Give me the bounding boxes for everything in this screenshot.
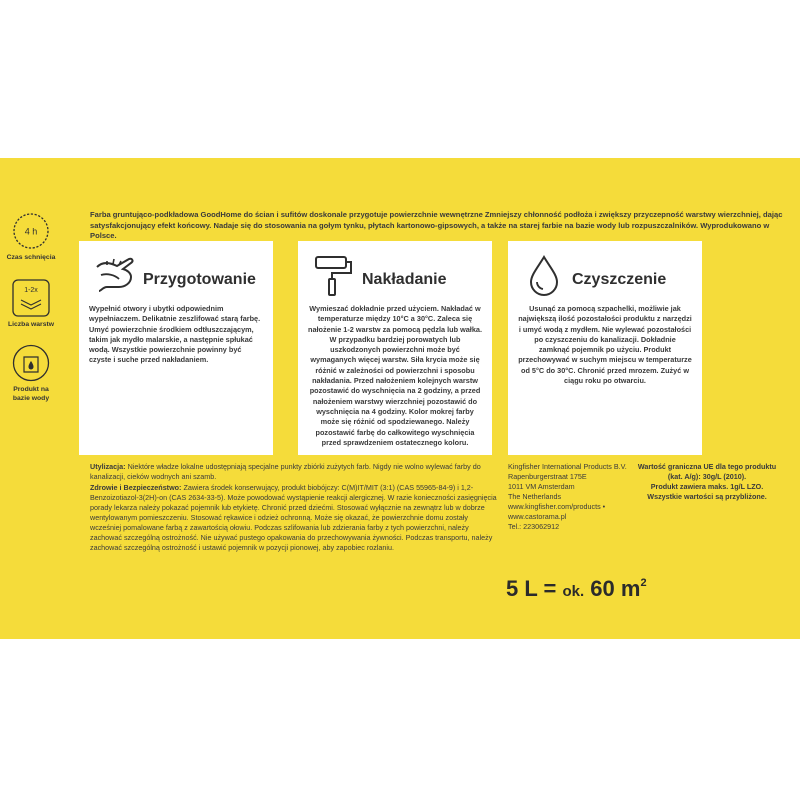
panel-preparation xyxy=(79,241,273,455)
panel-cleaning-text: Usunąć za pomocą szpachelki, możliwie jak największą ilość pozostałości produktu z narzędzi i umyć wodą z mydłem. Nie wylewać pozostałości po czyszczeniu do kanalizacji. Dokładnie zamknąć pojemnik po użyciu. Produkt przechowywać w suchym miejscu w temperaturze od 5°C do 30°C. Chronić przed mrozem. Zużyć w ciągu roku po otwarciu. xyxy=(518,304,692,386)
address-line: The Netherlands xyxy=(508,492,562,501)
panel-cleaning xyxy=(508,241,702,455)
water-drop-icon xyxy=(522,253,566,302)
address-line: 1011 VM Amsterdam xyxy=(508,482,575,491)
address-line: Tel.: 223062912 xyxy=(508,522,560,531)
voc-line: Produkt zawiera maks. 1g/L LZO. xyxy=(650,482,764,491)
area-exponent: 2 xyxy=(640,577,647,589)
disposal-text: Niektóre władze lokalne udostępniają specjalne punkty zbiórki zużytych farb. Nigdy nie wolno wylewać farby do kanalizacji, cieków wodnych ani szamb. xyxy=(90,462,481,481)
voc-line: (kat. A/g): 30g/L (2010). xyxy=(667,472,747,481)
voc-line: Wartość graniczna UE dla tego produktu xyxy=(637,462,777,471)
layers-icon xyxy=(12,279,50,317)
safety-info xyxy=(90,483,500,553)
approx: ok. xyxy=(562,583,585,600)
disposal-label: Utylizacja: xyxy=(90,462,126,471)
product-description: Farba gruntująco-podkładowa GoodHome do ścian i sufitów doskonale przygotuje powierzchnie wewnętrzne Zmniejszy chłonność podłoża i zwiększy przyczepność warstwy wierzchniej, dając satysfakcjonujący efekt końcowy. Nadaje się do stosowania na gołym tynku, płytach kartonowo-gipsowych, a także na starej farbie na bazie wody lub rozpuszczalników. Wyprodukowano w Polsce. xyxy=(90,210,783,240)
voc-info xyxy=(620,462,794,502)
panel-cleaning-title: Czyszczenie xyxy=(572,271,667,288)
coats-label: Liczba warstw xyxy=(7,321,55,328)
safety-text: Zawiera środek konserwujący, produkt biobójczy: C(M)IT/MIT (3:1) (CAS 55965-84-9) i 1,2-Benzoizotiazol-3(2H)-on (CAS 2634-33-5). Może powodować wystąpienie reakcji alergicznej. W razie konieczności zasięgnięcia porady lekarza należy pokazać pojemnik lub etykietę. Chronić przed dziećmi. Stosować wyłącznie na zewnątrz lub w dobrze wentylowanym pomieszczeniu. Stosować rękawice i odzież ochronną. Może się okazać, że powierzchnie domu zostały wcześniej pomalowane farbą z zawartością ołowiu. Podczas szlifowania lub zdzierania farby z tych powierzchni, należy zachować szczególną ostrożność. Nie używać pustego opakowania do przechowywania żywności. Podczas transportu, należy zachować szczególną ostrożność i ustawić pojemnik w pozycji pionowej, aby zapobiec rozlaniu. xyxy=(90,483,497,552)
clock-icon xyxy=(12,212,50,250)
panel-preparation-text: Wypełnić otwory i ubytki odpowiednim wypełniaczem. Delikatnie zeszlifować starą farbę. Umyć powierzchnie środkiem odtłuszczającym, takim jak mydło malarskie, a następnie spłukać wodą. Wszystkie powierzchnie powinny być czyste i suche przed nakładaniem. xyxy=(89,304,261,365)
paint-roller-icon xyxy=(312,253,356,302)
address-line: www.kingfisher.com/products • xyxy=(508,502,606,511)
coats-value: 1-2x xyxy=(24,287,38,294)
panel-preparation-title: Przygotowanie xyxy=(143,271,256,288)
coverage-area: 60 m xyxy=(590,576,641,601)
address-line: Rapenburgerstraat 175E xyxy=(508,472,587,481)
drying-time-value: 4 h xyxy=(24,226,38,237)
safety-label: Zdrowie i Bezpieczeństwo: xyxy=(90,483,182,492)
drying-time-label: Czas schnięcia xyxy=(6,254,56,261)
panel-application-text: Wymieszać dokładnie przed użyciem. Nakładać w temperaturze między 10°C a 30°C. Zaleca się nałożenie 1-2 warstw za pomocą pędzla lub wałka. W przypadku bardziej porowatych lub uszkodzonych powierzchni może być wymaganych więcej warstw. Siła krycia może się różnić w zależności od powierzchni i sposobu nakładania. Przed nałożeniem kolejnych warstw pozostawić do wyschnięcia na 2 godziny, a przed nałożeniem warstwy wierzchniej pozostawić do wyschnięcia na 4 godziny. Kolor mokrej farby może się różnić od spodziewanego. Należy pozostawić farbę do całkowitego wyschnięcia przed sprawdzeniem ostatecznego koloru. xyxy=(308,304,482,447)
volume: 5 L = xyxy=(506,576,557,601)
disposal-info xyxy=(90,462,500,482)
address-line: Kingfisher International Products B.V. xyxy=(508,462,627,471)
panel-application-title: Nakładanie xyxy=(362,271,447,288)
drying-time-badge xyxy=(6,212,56,263)
water-based-icon xyxy=(12,344,50,382)
voc-line: Wszystkie wartości są przybliżone. xyxy=(647,492,767,501)
coats-badge xyxy=(6,279,56,330)
cloth-hand-icon xyxy=(93,253,137,302)
water-based-label: Produkt na bazie wody xyxy=(12,386,50,402)
address-line: www.castorama.pl xyxy=(508,512,567,521)
panel-application xyxy=(298,241,492,455)
coverage-capacity xyxy=(506,576,647,602)
water-based-badge xyxy=(6,344,56,403)
